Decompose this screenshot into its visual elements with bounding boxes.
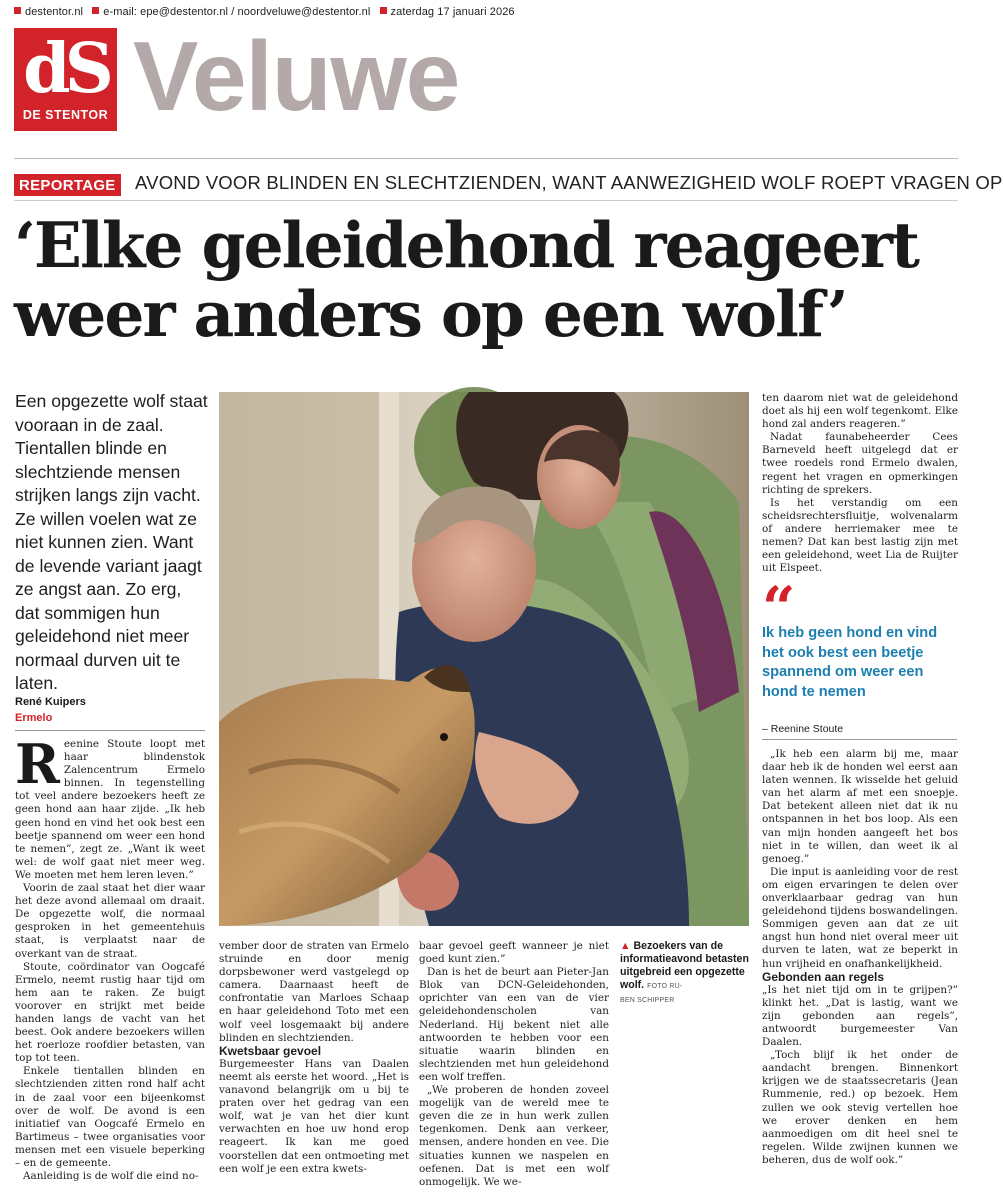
body-column-2: [219, 940, 409, 1180]
paragraph: „We proberen de honden zoveel mogelijk van de wereld mee te geven die ze in hun werk zullen tegenkomen. Denk aan verkeer, mensen, andere honden en vee. Die situaties kunnen we naspelen en oefenen. Dat is met een wolf onmogelijk. We we-: [419, 1084, 609, 1188]
caption-triangle-icon: ▲: [620, 940, 631, 952]
bullet-square-icon: [92, 7, 99, 14]
headline-line-2: weer anders op een wolf’: [14, 277, 847, 351]
byline-place: Ermelo: [15, 712, 53, 724]
paragraph: baar gevoel geeft wanneer je niet goed kunt zien.”: [419, 940, 609, 966]
article-photo-wolf-visitors[interactable]: [219, 392, 749, 926]
subheading: Kwetsbaar gevoel: [219, 1043, 322, 1058]
kicker-divider: [14, 200, 958, 201]
body-column-4-top: [762, 392, 958, 582]
photo-credit-name: BEN SCHIPPER: [620, 997, 675, 1004]
kicker: AVOND VOOR BLINDEN EN SLECHTZIENDEN, WANT AANWEZIGHEID WOLF ROEPT VRAGEN OP: [135, 172, 1003, 193]
body-column-4-bottom: [762, 748, 958, 1188]
photo-credit-lead: FOTO RU-: [647, 983, 683, 990]
paragraph: Reenine Stoute loopt met haar blindenstok Zalencentrum Ermelo binnen. In tegenstelling tot veel andere bezoekers heeft ze geen hond aan haar zijde. „Ik heb geen hond en vind het ook best een beetje spannend om weer een hond te nemen”, zegt ze. „Want ik weet wel: de wolf gaat niet meer weg. We moeten met hem leren leven.”: [15, 732, 205, 881]
logo-mark: dS: [23, 29, 108, 109]
byline-author: René Kuipers: [15, 696, 86, 708]
section-tag: REPORTAGE: [14, 174, 121, 196]
paragraph: Dan is het de beurt aan Pieter-Jan Blok van DCN-Geleidehonden, oprichter van een van de vier geleidehondenscholen van Nederland. Hij bekent niet alle antwoorden te hebben voor een situatie waarin blinden en slechtzienden met hun geleidehond een wolf treffen.: [419, 966, 609, 1083]
de-stentor-logo: [14, 28, 117, 131]
pull-quote-attribution: – Reenine Stoute: [762, 723, 844, 735]
paragraph: Aanleiding is de wolf die eind no-: [23, 1170, 199, 1183]
bullet-square-icon: [14, 7, 21, 14]
email-text[interactable]: e-mail: epe@destentor.nl / noordveluwe@destentor.nl: [103, 6, 371, 18]
pull-quote-divider: [762, 739, 957, 740]
photo-caption: [620, 940, 752, 1007]
paragraph: Voorin de zaal staat het dier waar het deze avond allemaal om draait. De opgezette wolf, die normaal gesproken in het gemeentehuis staat, is verplaatst naar de overkant van de straat.: [15, 882, 205, 960]
pull-quote: Ik heb geen hond en vind het ook best een beetje spannend om weer een hond te nemen: [762, 625, 938, 700]
paragraph: Burgemeester Hans van Daalen neemt als eerste het woord. „Het is vanavond belangrijk om u bij te praten over het gedrag van een wolf, wat je van het dier kunt verwachten en hoe uw hond erop reageert. Ik kan me goed voorstellen dat een ontmoeting met een wolf je een extra kwets-: [219, 1057, 409, 1175]
issue-date: zaterdag 17 januari 2026: [390, 6, 515, 18]
body-column-3: [419, 940, 609, 1188]
quote-mark-icon: “: [762, 574, 796, 642]
top-info-bar: [14, 6, 521, 18]
masthead-divider: [14, 158, 958, 159]
paragraph: vember door de straten van Ermelo struinde en door menig dorpsbewoner werd vastgelegd op camera. Daarnaast heeft de confrontatie van Marloes Schaap en haar geleidehond Toto met een wolf veel losgemaakt bij andere blinden en slechtzienden.: [219, 940, 409, 1044]
paragraph: Is het verstandig om een scheidsrechtersfluitje, wolvenalarm of andere herriemaker mee te nemen? Dat kan best lastig zijn met een geleidehond, weet Lia de Ruijter uit Elspeet.: [762, 496, 958, 575]
body-column-1: [15, 732, 205, 1183]
paragraph: „Ik heb een alarm bij me, maar daar heb ik de honden wel eerst aan laten wennen. Ik wisselde het geluid van het alarm af met een snoepje. Dat betekent alleen niet dat ik nu ontspannen in het bos loop. Als een van mijn honden aangeeft het bos niet in te willen, dan weet ik al genoeg.”: [762, 748, 958, 865]
caption-text: Bezoekers van de informatieavond betasten uitgebreid een opgezette wolf.: [620, 940, 749, 991]
bullet-square-icon: [380, 7, 387, 14]
paragraph: ten daarom niet wat de geleidehond doet als hij een wolf tegenkomt. Elke hond zal anders reageren.”: [762, 392, 958, 431]
region-title: Veluwe: [133, 21, 460, 131]
dropcap: R: [15, 732, 60, 796]
website-link[interactable]: destentor.nl: [25, 6, 84, 18]
paragraph: Stoute, coördinator van Oogcafé Ermelo, neemt rustig haar tijd om hem aan te raken. Ze buigt voorover en strijkt met beide handen langs de vacht van het beest. Ook andere bezoekers willen het roerloze roofdier betasten, van top tot teen.: [15, 960, 205, 1065]
logo-name: DE STENTOR: [22, 108, 109, 122]
photo-illustration: [219, 392, 749, 926]
subheading: Gebonden aan regels: [762, 969, 885, 984]
byline-divider: [15, 730, 205, 731]
paragraph: Nadat faunabeheerder Cees Barneveld heeft uitgelegd dat er twee roedels rond Ermelo dwalen, regent het vragen en opmerkingen richting de sprekers.: [762, 431, 958, 496]
paragraph: „Toch blijf ik het onder de aandacht brengen. Binnenkort krijgen we de staatssecretaris (Jean Rummenie, red.) op bezoek. Hem zullen we ook stevig vertellen hoe we erover denken en hem aanmoedigen om dit heel snel te regelen. Wilde zwijnen kunnen we beheren, dus de wolf ook.”: [762, 1049, 958, 1166]
paragraph: Enkele tientallen blinden en slechtzienden zitten rond half acht in de zaal voor een bijeenkomst over de wolf. De avond is een initiatief van Oogcafé Ermelo en Bartimeus – twee organisaties voor mensen met een visuele beperking – en de gemeente.: [15, 1065, 205, 1169]
headline: [14, 208, 964, 351]
intro-text: Een opgezette wolf staat vooraan in de zaal. Tientallen blinde en slechtziende mensen strijken langs zijn vacht. Ze willen voelen wat ze niet kunnen zien. Want de levende variant jaagt ze angst aan. Zo erg, dat sommigen hun geleidehond niet meer normaal durven uit te laten.: [15, 391, 208, 693]
paragraph: Die input is aanleiding voor de rest om eigen ervaringen te delen over onverklaarbaar gedrag van hun geleidehond tijdens boswandelingen. Sommigen geven aan dat ze uit angst hun hond niet overal meer uit durven te laten, wat ze beperkt in hun vrijheid en onafhankelijkheid.: [762, 865, 958, 970]
paragraph: „Is het niet tijd om in te grijpen?” klinkt het. „Dat is lastig, want we zijn gebonden aan regels”, antwoordt burgemeester Van Daalen.: [762, 983, 958, 1049]
headline-line-1: ‘Elke geleidehond reageert: [14, 208, 918, 282]
